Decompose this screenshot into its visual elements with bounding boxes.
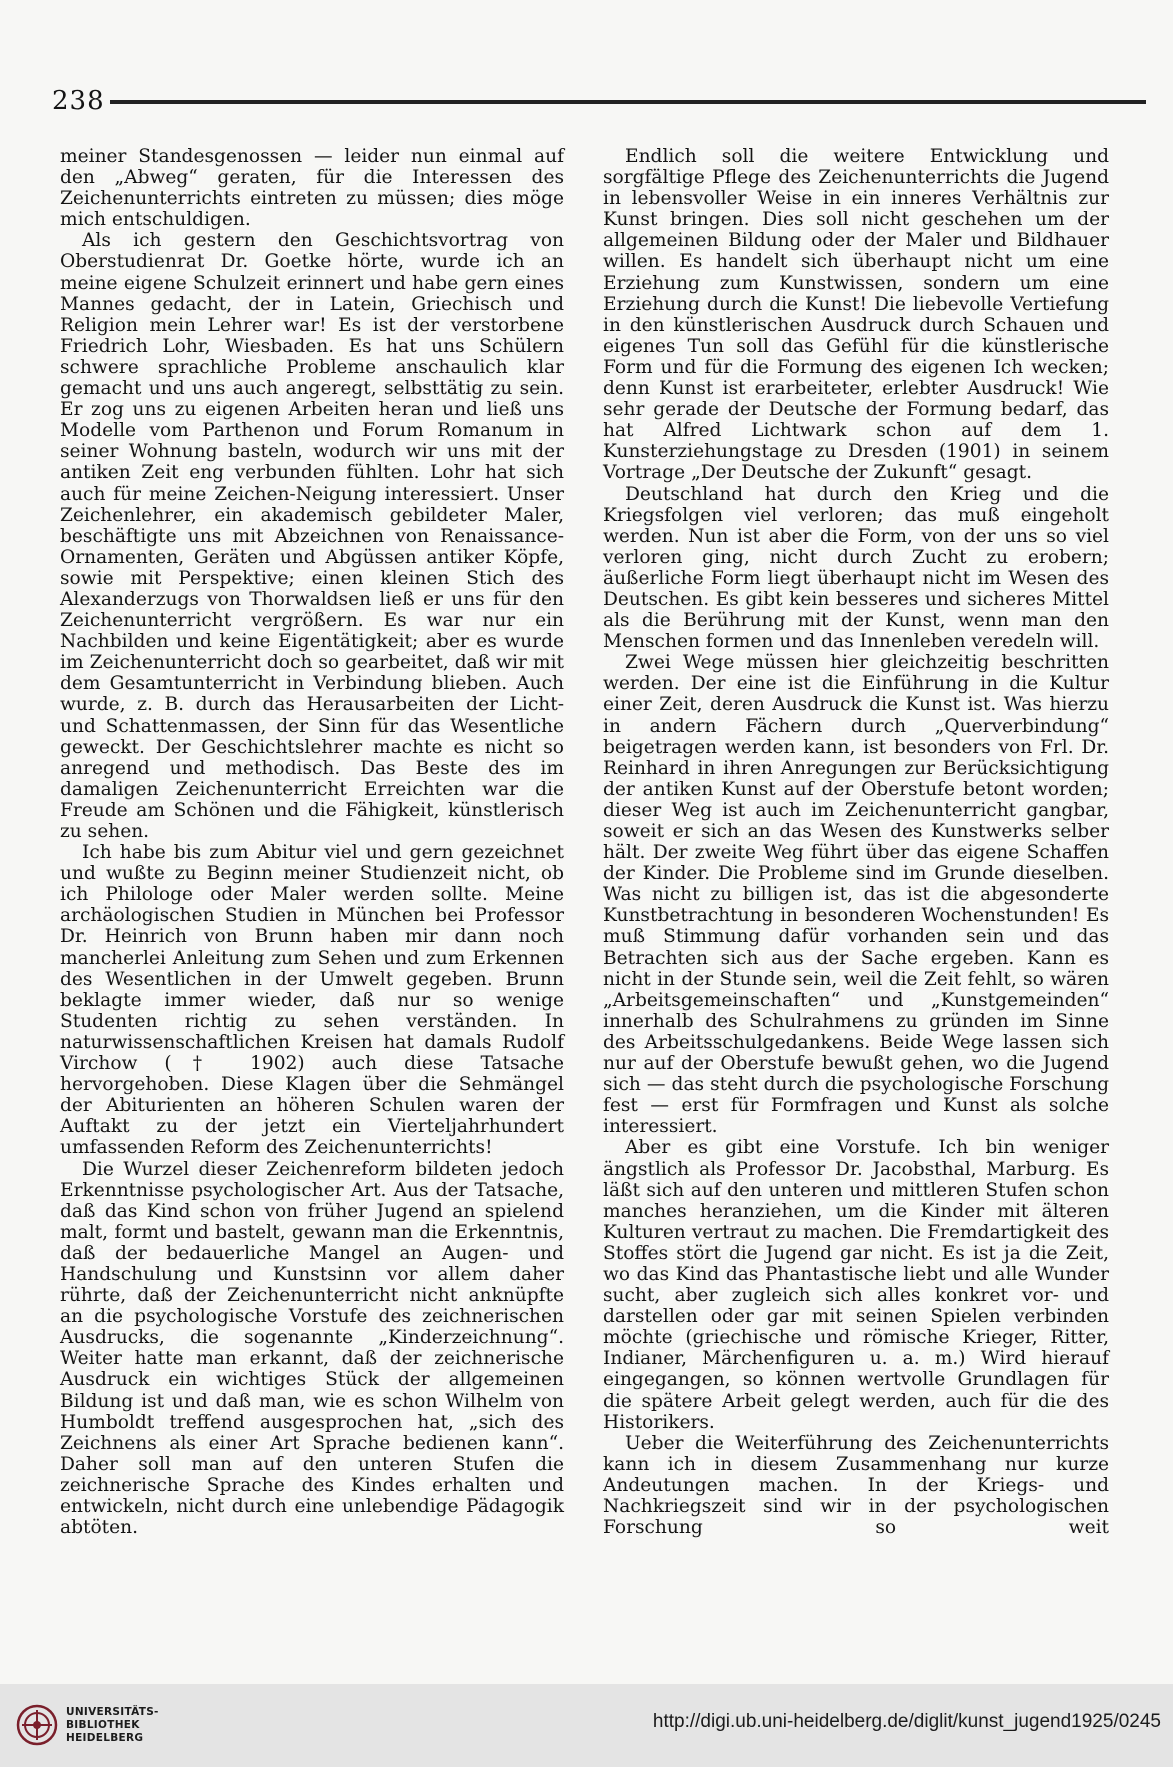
- paragraph: Deutschland hat durch den Krieg und die Kriegsfolgen viel verloren; das muß eingeholt werden. Nun ist aber die Form, von der uns so viel verloren ging, nicht durch Zucht zu erobern; äußerliche Form liegt überhaupt nicht im Wesen des Deutschen. Es gibt kein besseres und sicheres Mittel als die Berührung mit der Kunst, wenn man den Menschen formen und das Innenleben veredeln will.: [603, 483, 1109, 653]
- library-logo-text: [66, 1706, 159, 1745]
- paragraph: Aber es gibt eine Vorstufe. Ich bin weniger ängstlich als Professor Dr. Jacobsthal, Marburg. Es läßt sich auf den unteren und mittleren Stufen schon manches heranziehen, um die Kinder mit älteren Kulturen vertraut zu machen. Die Fremdartigkeit des Stoffes stört die Jugend gar nicht. Es ist ja die Zeit, wo das Kind das Phantastische liebt und alle Wunder sucht, aber zugleich sich alles konkret vor- und darstellen oder gar mit seinen Spielen verbinden möchte (griechische und römische Krieger, Ritter, Indianer, Märchenfiguren u. a. m.) Wird hierauf eingegangen, so können wertvolle Grundlagen für die spätere Arbeit gelegt werden, auch für die des Historikers.: [603, 1137, 1109, 1433]
- right-text-column: [603, 146, 1109, 1576]
- paragraph: Zwei Wege müssen hier gleichzeitig beschritten werden. Der eine ist die Einführung in die Kultur einer Zeit, deren Ausdruck die Kunst ist. Was hierzu in andern Fächern durch „Querverbindung“ beigetragen werden kann, ist besonders von Frl. Dr. Reinhard in ihren Anregungen zur Berücksichtigung der antiken Kunst auf der Oberstufe betont worden; dieser Weg ist auch im Zeichenunterricht gangbar, soweit er sich an das Wesen des Kunstwerks selber hält. Der zweite Weg führt über das eigene Schaffen der Kinder. Die Probleme sind im Grunde dieselben. Was nicht zu billigen ist, das ist die abgesonderte Kunstbetrachtung in besonderen Wochenstunden! Es muß Stimmung dafür vorhanden sein und das Betrachten sich aus der Sache ergeben. Kann es nicht in der Stunde sein, weil die Zeit fehlt, so wären „Arbeitsgemeinschaften“ und „Kunstgemeinden“ innerhalb des Schulrahmens zu gründen im Sinne des Arbeitsschulgedankens. Beide Wege lassen sich nur auf der Oberstufe bewußt gehen, wo die Jugend sich — das steht durch die psychologische Forschung fest — erst für Formfragen und Kunst als solche interessiert.: [603, 652, 1109, 1138]
- paragraph: Ueber die Weiterführung des Zeichenunterrichts kann ich in diesem Zusammenhang nur kurze Andeutungen machen. In der Kriegs- und Nachkriegszeit sind wir in der psychologischen Forschung so weit: [603, 1432, 1109, 1539]
- paragraph: Endlich soll die weitere Entwicklung und sorgfältige Pflege des Zeichenunterrichts die Jugend in lebensvoller Weise in ein inneres Verhältnis zur Kunst bringen. Dies soll nicht geschehen um der allgemeinen Bildung oder der Maler und Bildhauer willen. Es handelt sich überhaupt nicht um eine Erziehung zum Kunstwissen, sondern um eine Erziehung durch die Kunst! Die liebevolle Vertiefung in den künstlerischen Ausdruck durch Schauen und eigenes Tun soll das Gefühl für die künstlerische Form und für die Formung des eigenen Ich wecken; denn Kunst ist erarbeiteter, erlebter Ausdruck! Wie sehr gerade der Deutsche der Formung bedarf, das hat Alfred Lichtwark schon auf dem 1. Kunsterziehungstage zu Dresden (1901) in seinem Vortrage „Der Deutsche der Zukunft“ gesagt.: [603, 146, 1109, 484]
- page-number: 238: [52, 86, 105, 116]
- paragraph: Ich habe bis zum Abitur viel und gern gezeichnet und wußte zu Beginn meiner Studienzeit nicht, ob ich Philologe oder Maler werden sollte. Meine archäologischen Studien in München bei Professor Dr. Heinrich von Brunn haben mir dann noch mancherlei Anleitung zum Sehen und zum Erkennen des Wesentlichen in der Umwelt gegeben. Brunn beklagte immer wieder, daß nur so wenige Studenten richtig zu sehen verständen. In naturwissenschaftlichen Kreisen hat damals Rudolf Virchow († 1902) auch diese Tatsache hervorgehoben. Diese Klagen über die Sehmängel der Abiturienten an höheren Schulen waren der Auftakt zu der jetzt ein Vierteljahrhundert umfassenden Reform des Zeichenunterrichts!: [60, 842, 564, 1159]
- page-header: [52, 84, 1092, 118]
- paragraph: Als ich gestern den Geschichtsvortrag von Oberstudienrat Dr. Goetke hörte, wurde ich an meine eigene Schulzeit erinnert und habe gern eines Mannes gedacht, der in Latein, Griechisch und Religion mein Lehrer war! Es ist der verstorbene Friedrich Lohr, Wiesbaden. Es hat uns Schülern schwere sprachliche Probleme anschaulich klar gemacht und uns auch angeregt, selbsttätig zu sein. Er zog uns zu eigenen Arbeiten heran und ließ uns Modelle vom Parthenon und Forum Romanum in seiner Wohnung basteln, wodurch wir uns mit der antiken Zeit eng verbunden fühlten. Lohr hat sich auch für meine Zeichen-Neigung interessiert. Unser Zeichenlehrer, ein akademisch gebildeter Maler, beschäftigte uns mit Abzeichnen von Renaissance-Ornamenten, Geräten und Abgüssen antiker Köpfe, sowie mit Perspektive; einen kleinen Stich des Alexanderzugs von Thorwaldsen ließ er uns für den Zeichenunterricht vergrößern. Es war nur ein Nachbilden und keine Eigentätigkeit; aber es wurde im Zeichenunterricht doch so gearbeitet, daß wir mit dem Gesamtunterricht in Verbindung blieben. Auch wurde, z. B. durch das Herausarbeiten der Licht- und Schattenmassen, der Sinn für das Wesentliche geweckt. Der Geschichtslehrer machte es nicht so anregend und methodisch. Das Beste des im damaligen Zeichenunterricht Erreichten war die Freude am Schönen und die Fähigkeit, künstlerisch zu sehen.: [60, 230, 564, 842]
- header-rule: [110, 100, 1146, 104]
- logo-line: HEIDELBERG: [66, 1732, 144, 1744]
- paragraph: Die Wurzel dieser Zeichenreform bildeten jedoch Erkenntnisse psychologischer Art. Aus der Tatsache, daß das Kind schon von früher Jugend an spielend malt, formt und bastelt, gewann man die Erkenntnis, daß der bedauerliche Mangel an Augen- und Handschulung und Kunstsinn vor allem daher rührte, daß der Zeichenunterricht nicht anknüpfte an die psychologische Vorstufe des zeichnerischen Ausdrucks, die sogenannte „Kinderzeichnung“. Weiter hatte man erkannt, daß der zeichnerische Ausdruck ein wichtiges Stück der allgemeinen Bildung ist und daß man, wie es schon Wilhelm von Humboldt treffend ausgesprochen hat, „sich des Zeichnens als einer Art Sprache bedienen kann“. Daher soll man auf den unteren Stufen die zeichnerische Sprache des Kindes erhalten und entwickeln, nicht durch eine unlebendige Pädagogik abtöten.: [60, 1158, 564, 1539]
- source-url-link[interactable]: http://digi.ub.uni-heidelberg.de/diglit/kunst_jugend1925/0245: [652, 1711, 1161, 1732]
- paragraph: meiner Standesgenossen — leider nun einmal auf den „Abweg“ geraten, für die Interessen des Zeichenunterrichts eintreten zu müssen; dies möge mich entschuldigen.: [60, 146, 564, 231]
- logo-line: UNIVERSITÄTS-: [66, 1706, 159, 1718]
- footer-bar: [0, 1684, 1173, 1767]
- university-seal-icon: [16, 1704, 58, 1746]
- logo-line: BIBLIOTHEK: [66, 1719, 140, 1731]
- left-text-column: [60, 146, 564, 1576]
